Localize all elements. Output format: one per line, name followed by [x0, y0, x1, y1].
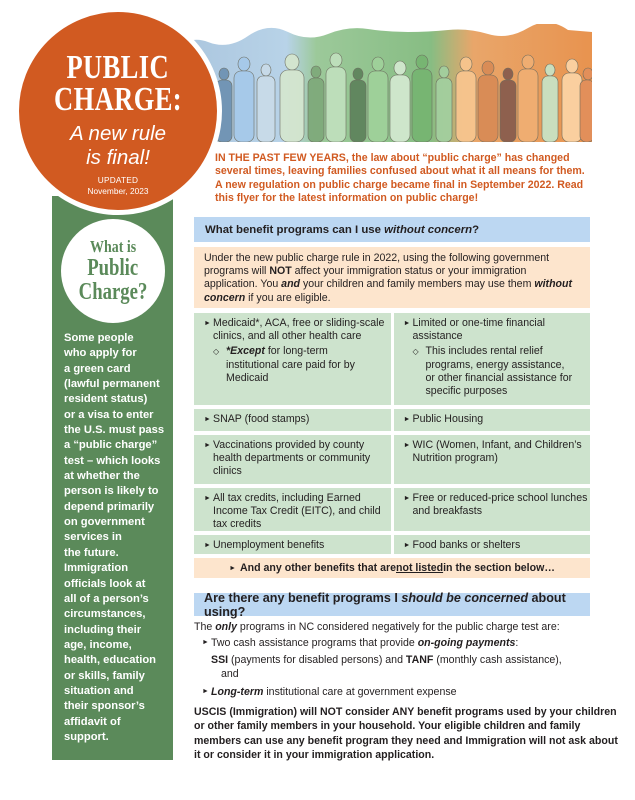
concern-item-cash-assistance: ► Two cash assistance programs that provide on-going payments: — [202, 637, 519, 649]
sidebar-line: health, education — [64, 654, 156, 667]
sidebar-question-line2: Public — [87, 255, 139, 281]
sidebar-line: officials look at — [64, 577, 146, 590]
other-benefits-note: ► And any other benefits that are not listed in the section below… — [194, 558, 590, 578]
subtitle-line1: A new rule — [69, 122, 167, 145]
note-line: concern if you are eligible. — [204, 291, 331, 304]
benefit-cell — [394, 409, 591, 431]
intro-line: A new regulation on public charge became final in September 2022. Read — [215, 178, 584, 191]
sidebar-question-line3: Charge? — [78, 279, 148, 305]
sidebar-line: resident status) — [64, 393, 148, 406]
sidebar-line: Some people — [64, 332, 134, 344]
triangle-bullet-icon: ► — [202, 639, 209, 646]
title-line1: PUBLIC — [66, 49, 170, 86]
sidebar-line: on government — [64, 516, 145, 529]
sidebar-question-line1: What is — [89, 237, 137, 256]
triangle-bullet-icon: ► — [204, 320, 211, 327]
sidebar-line: support. — [64, 730, 109, 743]
note-line: programs will NOT affect your immigration status or your immigration — [204, 265, 527, 278]
title-line2: CHARGE: — [54, 81, 182, 118]
intro-line: IN THE PAST FEW YEARS, the law about “public charge” has changed — [215, 152, 570, 164]
concern-item-long-term-care: ► Long-term institutional care at government expense — [202, 686, 457, 698]
triangle-bullet-icon: ► — [202, 688, 209, 695]
benefit-cell — [394, 488, 591, 531]
heading-emphasis: without concern — [384, 223, 473, 236]
sidebar-line: age, income, — [64, 638, 132, 651]
triangle-bullet-icon: ► — [403, 442, 411, 449]
footer-line: USCIS (Immigration) will NOT consider ANY benefit programs used by your children — [194, 706, 617, 718]
sidebar-line: person is likely to — [64, 485, 159, 498]
benefit-text: Food banks or shelters — [412, 539, 521, 551]
sidebar-line: situation and — [64, 684, 134, 697]
benefit-text: clinics, and all other health care — [213, 330, 362, 343]
what-is-public-charge-sidebar — [52, 196, 173, 760]
sidebar-body-text — [64, 331, 172, 745]
heading-text: Are there any benefit programs I — [204, 590, 402, 605]
sidebar-line: the future. — [64, 546, 119, 559]
intro-paragraph — [215, 152, 610, 205]
safe-benefits-grid — [194, 313, 590, 578]
benefit-text: All tax credits, including Earned — [213, 492, 361, 504]
heading-emphasis: should be concerned — [401, 590, 529, 605]
sidebar-line: affidavit of — [64, 715, 121, 728]
intro-line: this flyer for the latest information on public charge! — [215, 191, 479, 204]
benefit-subtext: or other financial assistance for — [425, 371, 573, 384]
benefit-text: assistance — [412, 330, 463, 343]
benefit-cell — [194, 409, 391, 431]
heading-text-end: about using? — [204, 590, 566, 619]
benefit-subtext: institutional care paid for by — [226, 358, 355, 371]
uscis-family-note — [194, 705, 618, 762]
triangle-bullet-icon: ► — [403, 416, 411, 423]
benefit-text: and breakfasts — [412, 505, 482, 518]
triangle-bullet-icon: ► — [403, 495, 411, 502]
benefit-cell — [194, 435, 391, 484]
concern-programs-list — [194, 620, 614, 699]
triangle-bullet-icon: ► — [403, 320, 411, 327]
benefit-cell — [194, 313, 391, 405]
benefit-subtext: specific purposes — [425, 385, 508, 398]
benefit-subtext: This includes rental relief — [425, 345, 543, 358]
benefit-subtext: programs, energy assistance, — [425, 358, 565, 371]
benefit-text: health departments or community — [213, 452, 371, 465]
sidebar-line: test – which looks — [64, 454, 161, 467]
benefit-text: Public Housing — [412, 413, 484, 425]
benefit-text: Free or reduced-price school lunches — [412, 492, 588, 504]
footer-line: members can use any benefit program they need and Immigration will not ask about — [194, 734, 618, 747]
benefit-text: Income Tax Credit (EITC), and child — [213, 505, 381, 518]
sidebar-line: including their — [64, 623, 142, 636]
benefit-cell — [394, 313, 591, 405]
benefit-row — [194, 435, 590, 484]
sidebar-line: depend primarily — [64, 500, 155, 513]
benefit-text: Nutrition program) — [412, 452, 498, 465]
footer-line: it or consider it in your immigration application. — [194, 748, 435, 761]
benefit-row — [194, 488, 590, 531]
sidebar-line: a green card — [64, 362, 131, 375]
triangle-bullet-icon: ► — [204, 542, 211, 549]
sidebar-line: or a visa to enter — [64, 408, 154, 421]
benefit-text: clinics — [213, 465, 242, 478]
benefit-text: WIC (Women, Infant, and Children’s — [412, 439, 582, 451]
footer-line: or other family members in your household. Your eligible children and family — [194, 720, 581, 733]
updated-date: November, 2023 — [87, 186, 149, 196]
sidebar-line: the U.S. must pass — [64, 424, 165, 437]
heading-text: What benefit programs can I use — [205, 223, 385, 236]
note-line: application. You and your children and family members may use them without — [204, 278, 573, 291]
section-heading-without-concern — [194, 217, 590, 242]
benefit-text: Unemployment benefits — [213, 539, 325, 551]
sidebar-question-badge — [61, 219, 165, 323]
sidebar-line: Immigration — [64, 562, 129, 575]
sidebar-line: at whether the — [64, 470, 140, 483]
benefit-cell — [194, 488, 391, 531]
subtitle-line2: is final! — [86, 146, 150, 169]
benefit-text: SNAP (food stamps) — [213, 413, 310, 425]
triangle-bullet-icon: ► — [204, 442, 211, 449]
benefit-cell — [394, 435, 591, 484]
sidebar-line: their sponsor’s — [64, 700, 145, 713]
concern-item-detail: SSI (payments for disabled persons) and TANF (monthly cash assistance), and — [211, 654, 562, 680]
diamond-bullet-icon: ◇ — [213, 347, 220, 357]
benefit-text: Limited or one-time financial — [412, 317, 545, 329]
triangle-bullet-icon: ► — [204, 495, 211, 502]
triangle-bullet-icon: ► — [204, 416, 211, 423]
sidebar-line: or skills, family — [64, 669, 145, 682]
sidebar-line: services in — [64, 531, 122, 544]
triangle-bullet-icon: ► — [403, 542, 411, 549]
sidebar-line: all of a person’s — [64, 592, 149, 605]
note-line: Under the new public charge rule in 2022, using the following government — [204, 252, 550, 264]
benefit-row — [194, 409, 590, 431]
crowd-illustration — [168, 24, 592, 142]
benefit-subtext: Medicaid — [226, 371, 269, 384]
section-heading-should-be-concerned — [194, 590, 590, 619]
sidebar-line: a “public charge” — [64, 439, 158, 452]
benefit-text: Vaccinations provided by county — [213, 439, 365, 451]
benefit-text: Medicaid*, ACA, free or sliding-scale — [213, 317, 385, 329]
updated-label: UPDATED — [97, 175, 139, 185]
triangle-bullet-icon: ► — [229, 564, 236, 572]
diamond-bullet-icon: ◇ — [412, 347, 419, 357]
sidebar-line: circumstances, — [64, 608, 146, 621]
sidebar-line: (lawful permanent — [64, 378, 160, 391]
benefit-row — [194, 535, 590, 554]
title-badge — [14, 7, 222, 215]
rule-explanation-note — [194, 247, 590, 308]
sidebar-line: who apply for — [64, 347, 137, 360]
benefit-text: tax credits — [213, 518, 262, 531]
benefit-subtext: *Except for long-term — [226, 345, 328, 358]
benefit-cell — [394, 535, 591, 554]
heading-text-end: ? — [472, 223, 480, 236]
benefit-row — [194, 313, 590, 405]
intro-line: several times, leaving families confused about what it all means for them. — [215, 165, 585, 178]
benefit-cell — [194, 535, 391, 554]
concern-lead: The only programs in NC considered negatively for the public charge test are: — [194, 621, 560, 633]
